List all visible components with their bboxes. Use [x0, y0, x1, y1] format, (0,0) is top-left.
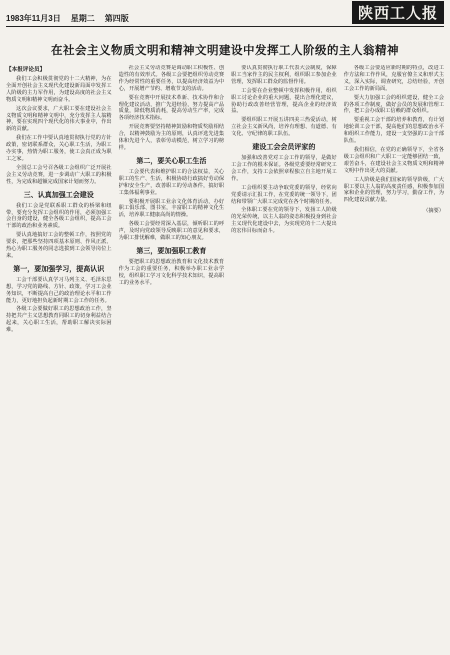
paragraph: 加强和改善党对工会工作的领导，是做好工会工作的根本保证。各级党委要经常研究工会工作，支持工会依照章程独立自主地开展工作。	[231, 155, 337, 182]
column-3	[231, 65, 337, 655]
paragraph: 要认真地搞好工会的整顿工作，按照党的要求，把那些坚持四项基本原则、作风正派、热心为职工服务的同志选拔到工会领导岗位上来。	[6, 232, 112, 259]
paragraph: 工会要在企业整顿中发挥积极作用，组织职工讨论企业的重大问题，提出合理化建议，协助行政改善经营管理，提高企业的经济效益。	[231, 87, 337, 115]
paragraph: 全国总工会号召各级工会组织广泛开展社会主义劳动竞赛，进一步调动广大职工的积极性，为完成和超额完成国家计划而努力。	[6, 164, 112, 185]
paragraph: 我们在工作中要认真地贯彻执行党的方针政策，密切联系群众，关心职工生活，为职工办实事，热情为职工服务，使工会真正成为职工之家。	[6, 135, 112, 162]
paragraph: 各级工会要适应新时期的特点，改进工作方法和工作作风，克服官僚主义和形式主义，深入实际，调查研究，总结经验，开创工会工作的新局面。	[343, 65, 444, 92]
paragraph: 各级工会要做好职工的思想政治工作，坚持把共产主义思想教育同职工的切身利益结合起来，关心职工生活，帮助职工解决实际困难。	[6, 306, 112, 334]
paragraph: 我们工会积极贯彻党的十二大精神，为在全面开创社会主义现代化建设新局面中发挥工人阶级的主力军作用，为建设高度的社会主义物质文明和精神文明而奋斗。	[6, 76, 112, 103]
issue-date: 1983年11月3日	[6, 14, 61, 23]
issue-weekday: 星期二	[70, 14, 95, 23]
issue-info	[6, 13, 129, 24]
section-heading: 第二，要关心职工生活	[136, 157, 207, 165]
paragraph: 开展竞赛要坚持精神鼓励和物质奖励相结合，以精神鼓励为主的原则，认真评选先进集体和先进个人，表彰劳动模范，树立学习的榜样。	[118, 124, 225, 151]
paragraph: 工会要代表和维护职工的合法权益，关心职工的生产、生活，积极协助行政搞好劳动保护和安全生产，改善职工的劳动条件，搞好职工集体福利事业。	[118, 168, 225, 196]
section-heading: 第一，要加强学习，提高认识	[13, 265, 105, 273]
section-heading: 建设工会会员评家的	[252, 144, 316, 152]
paragraph: 全体职工要在党的领导下，发扬工人阶级的光荣传统，以主人翁的姿态积极投身到社会主义现代化建设中去，为实现党的十二大提出的宏伟目标而奋斗。	[231, 207, 337, 235]
paragraph: 各级工会要经常深入基层，倾听职工的呼声，及时向党政领导反映职工的意见和要求，为职工排忧解难，做职工的知心朋友。	[118, 221, 225, 242]
paragraph: 工会组织要主动争取党委的领导，经常向党委请示汇报工作，在党委的统一领导下，团结和带领广大职工完成党在各个时期的任务。	[231, 184, 337, 205]
paragraph: 要把职工的思想政治教育和文化技术教育作为工会的重要任务，积极举办职工业余学校，组织职工学习文化科学技术知识，提高职工的业务水平。	[118, 258, 225, 286]
paragraph: 要大力加强工会的组织建设，健全工会的各项工作制度，做好会员的发展和管理工作，把工会办成职工信赖的群众组织。	[343, 94, 444, 115]
paragraph: 要重视工会干部的培养和教育，有计划地轮训工会干部，提高他们的思想政治水平和组织工作能力，建设一支坚强的工会干部队伍。	[343, 117, 444, 145]
section-heading: 第三，要加强职工教育	[136, 247, 207, 255]
column-1	[6, 65, 112, 655]
paragraph: 社会主义劳动竞赛是调动职工积极性、创造性的有效形式。各级工会要把组织劳动竞赛作为经常性的重要任务，以提高经济效益为中心，开展增产节约、增收节支的活动。	[118, 65, 225, 92]
paragraph: 我们工会是党联系职工群众的桥梁和纽带，要充分发挥工会组织的作用，必须加强工会自身的建设，健全各级工会组织，提高工会干部的政治和业务素质。	[6, 202, 112, 230]
paragraph: 要在竞赛中开展技术革新、技术协作和合理化建议活动，推广先进经验，努力提高产品质量，降低物质消耗，提高劳动生产率，完成各项经济技术指标。	[118, 94, 225, 122]
paragraph: 要积极开展职工业余文化体育活动，办好职工俱乐部、图书室，丰富职工的精神文化生活，培养职工健康高尚的情操。	[118, 198, 225, 219]
paragraph: 要组织职工开展五讲四美三热爱活动，树立社会主义新风尚，培养有理想、有道德、有文化、守纪律的职工队伍。	[231, 117, 337, 138]
paragraph: 这次会议要求，广大职工要在建设社会主义物质文明和精神文明中，充分发挥主人翁精神，要在实现四个现代化的伟大事业中，作出新的贡献。	[6, 105, 112, 133]
main-headline: 在社会主义物质文明和精神文明建设中发挥工人阶级的主人翁精神	[51, 43, 399, 57]
masthead	[6, 4, 444, 27]
issue-page: 第四版	[104, 14, 129, 23]
article-end-note: （摘要）	[423, 208, 444, 215]
byline: 【本报评论员】	[6, 67, 46, 73]
column-2	[119, 65, 225, 655]
paper-name: 陕西工人报	[352, 1, 444, 24]
column-4	[344, 65, 444, 655]
paragraph: 工人阶级是我们国家的领导阶级，广大职工要以主人翁的高度责任感，积极参加国家和企业的管理，努力学习，勤奋工作，为四化建设贡献力量。	[343, 176, 444, 204]
section-heading: 三、认真加强工会建设	[23, 191, 94, 199]
paragraph: 我们相信，在党的正确领导下，全省各级工会组织和广大职工一定能够团结一致，艰苦奋斗，在建设社会主义物质文明和精神文明中作出更大的贡献。	[343, 146, 444, 174]
paragraph: 要认真贯彻执行职工代表大会制度，保障职工当家作主的民主权利，组织职工参加企业管理，发挥职工群众的监督作用。	[231, 65, 337, 85]
paragraph: 工会干部要认真学习马列主义、毛泽东思想，学习党的路线、方针、政策，学习工会业务知识，不断提高自己的政治理论水平和工作能力，更好地担负起新时期工会工作的任务。	[6, 276, 112, 304]
article-columns	[6, 65, 444, 655]
